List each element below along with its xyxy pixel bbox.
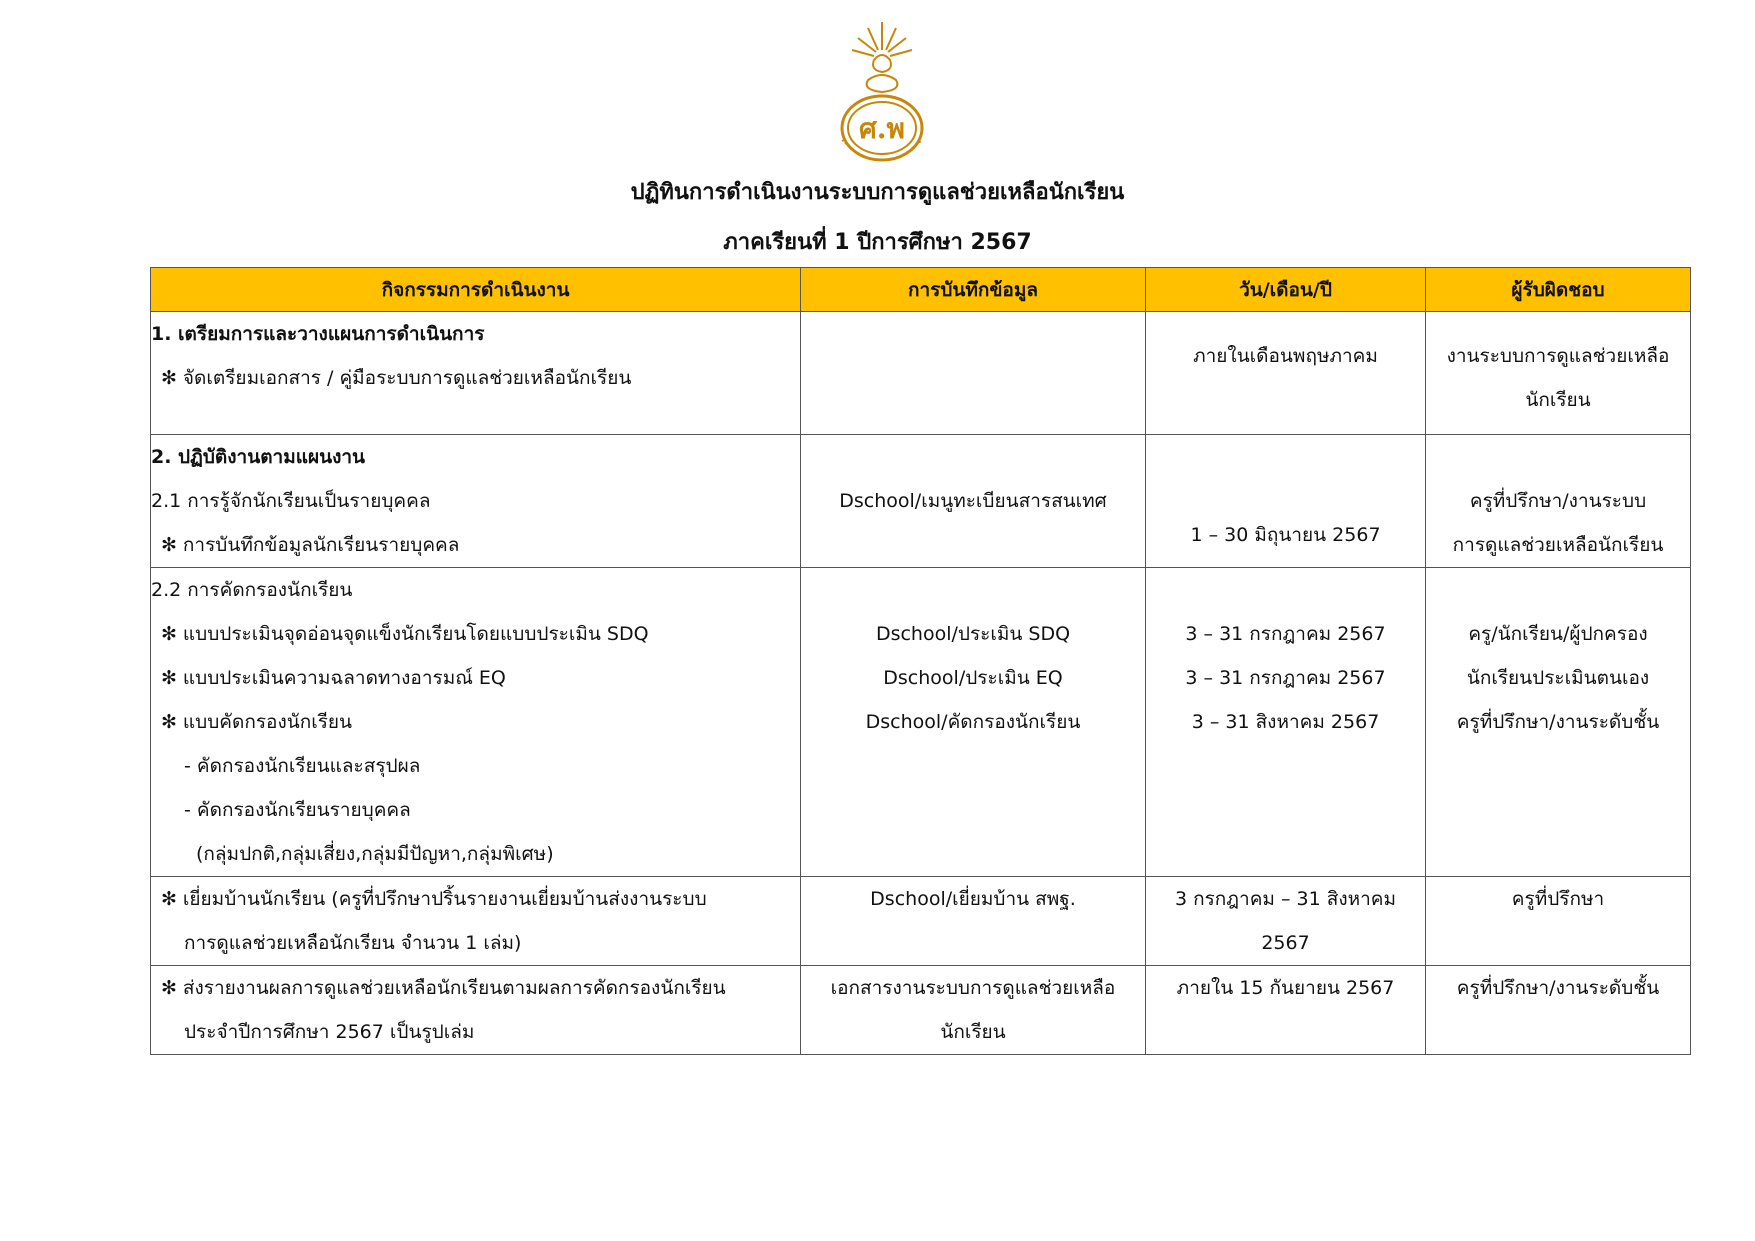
- section-heading: 1. เตรียมการและวางแผนการดำเนินการ: [151, 323, 485, 345]
- responsible-cell: ครูที่ปรึกษา: [1426, 877, 1691, 966]
- section-heading: 2. ปฏิบัติงานตามแผนงาน: [151, 446, 366, 468]
- page-subtitle: ภาคเรียนที่ 1 ปีการศึกษา 2567: [723, 230, 1032, 255]
- header-date: วัน/เดือน/ปี: [1146, 268, 1426, 312]
- activity-cell: [151, 877, 801, 966]
- bullet-star-icon: ✻: [161, 667, 177, 689]
- record-cell: เอกสารงานระบบการดูแลช่วยเหลือ นักเรียน: [801, 966, 1146, 1055]
- bullet-star-icon: ✻: [161, 623, 177, 645]
- table-row: [151, 877, 1691, 966]
- activity-cell: [151, 966, 801, 1055]
- subsection-heading: 2.2 การคัดกรองนักเรียน: [151, 579, 353, 601]
- table-row: [151, 568, 1691, 877]
- bullet-star-icon: ✻: [161, 977, 177, 999]
- bullet-item: ✻ จัดเตรียมเอกสาร / คู่มือระบบการดูแลช่วยเหลือนักเรียน: [151, 356, 800, 400]
- date-cell: 1 – 30 มิถุนายน 2567: [1146, 435, 1426, 568]
- bullet-item: ✻ แบบประเมินจุดอ่อนจุดแข็งนักเรียนโดยแบบประเมิน SDQ: [151, 612, 800, 656]
- date-cell: 3 – 31 กรกฎาคม 2567 3 – 31 กรกฎาคม 2567 3 – 31 สิงหาคม 2567: [1146, 568, 1426, 877]
- bullet-item: ✻ แบบประเมินความฉลาดทางอารมณ์ EQ: [151, 656, 800, 700]
- subsection-heading: 2.1 การรู้จักนักเรียนเป็นรายบุคคล: [151, 490, 431, 512]
- bullet-item: ✻ แบบคัดกรองนักเรียน: [151, 700, 800, 744]
- sub-item-note: (กลุ่มปกติ,กลุ่มเสี่ยง,กลุ่มมีปัญหา,กลุ่มพิเศษ): [196, 843, 554, 865]
- table-row: [151, 966, 1691, 1055]
- responsible-cell: ครู/นักเรียน/ผู้ปกครอง นักเรียนประเมินตนเอง ครูที่ปรึกษา/งานระดับชั้น: [1426, 568, 1691, 877]
- responsible-cell: ครูที่ปรึกษา/งานระดับชั้น: [1426, 966, 1691, 1055]
- header-record: การบันทึกข้อมูล: [801, 268, 1146, 312]
- responsible-cell: งานระบบการดูแลช่วยเหลือ นักเรียน: [1426, 312, 1691, 435]
- table-row: [151, 435, 1691, 568]
- bullet-star-icon: ✻: [161, 711, 177, 733]
- table-row: [151, 312, 1691, 435]
- activity-cell: [151, 312, 801, 435]
- header-responsible: ผู้รับผิดชอบ: [1426, 268, 1691, 312]
- table-header-row: [151, 268, 1691, 312]
- activity-cell: [151, 435, 801, 568]
- sub-item: - คัดกรองนักเรียนรายบุคคล: [184, 799, 411, 821]
- bullet-star-icon: ✻: [161, 888, 177, 910]
- responsible-cell: ครูที่ปรึกษา/งานระบบ การดูแลช่วยเหลือนักเรียน: [1426, 435, 1691, 568]
- bullet-item: ✻ เยี่ยมบ้านนักเรียน (ครูที่ปรึกษาปริ้นรายงานเยี่ยมบ้านส่งงานระบบ: [151, 877, 800, 921]
- sub-item: - คัดกรองนักเรียนและสรุปผล: [184, 755, 421, 777]
- school-logo: [828, 20, 936, 170]
- record-cell: Dschool/เมนูทะเบียนสารสนเทศ: [801, 435, 1146, 568]
- date-cell: ภายใน 15 กันยายน 2567: [1146, 966, 1426, 1055]
- record-cell: Dschool/ประเมิน SDQ Dschool/ประเมิน EQ Dschool/คัดกรองนักเรียน: [801, 568, 1146, 877]
- bullet-star-icon: ✻: [161, 367, 177, 389]
- logo-text: ศ.พ: [859, 112, 905, 145]
- record-cell: [801, 312, 1146, 435]
- date-cell: ภายในเดือนพฤษภาคม: [1146, 312, 1426, 435]
- bullet-star-icon: ✻: [161, 534, 177, 556]
- record-cell: Dschool/เยี่ยมบ้าน สพฐ.: [801, 877, 1146, 966]
- bullet-item: ✻ การบันทึกข้อมูลนักเรียนรายบุคคล: [151, 523, 800, 567]
- bullet-item-continued: ประจำปีการศึกษา 2567 เป็นรูปเล่ม: [184, 1021, 475, 1043]
- bullet-item-continued: การดูแลช่วยเหลือนักเรียน จำนวน 1 เล่ม): [184, 932, 522, 954]
- activity-cell: [151, 568, 801, 877]
- bullet-item: ✻ ส่งรายงานผลการดูแลช่วยเหลือนักเรียนตามผลการคัดกรองนักเรียน: [151, 966, 800, 1010]
- header-activity: กิจกรรมการดำเนินงาน: [151, 268, 801, 312]
- date-cell: 3 กรกฎาคม – 31 สิงหาคม 2567: [1146, 877, 1426, 966]
- page-title: ปฏิทินการดำเนินงานระบบการดูแลช่วยเหลือนักเรียน: [630, 180, 1125, 205]
- activity-table: [150, 267, 1691, 1055]
